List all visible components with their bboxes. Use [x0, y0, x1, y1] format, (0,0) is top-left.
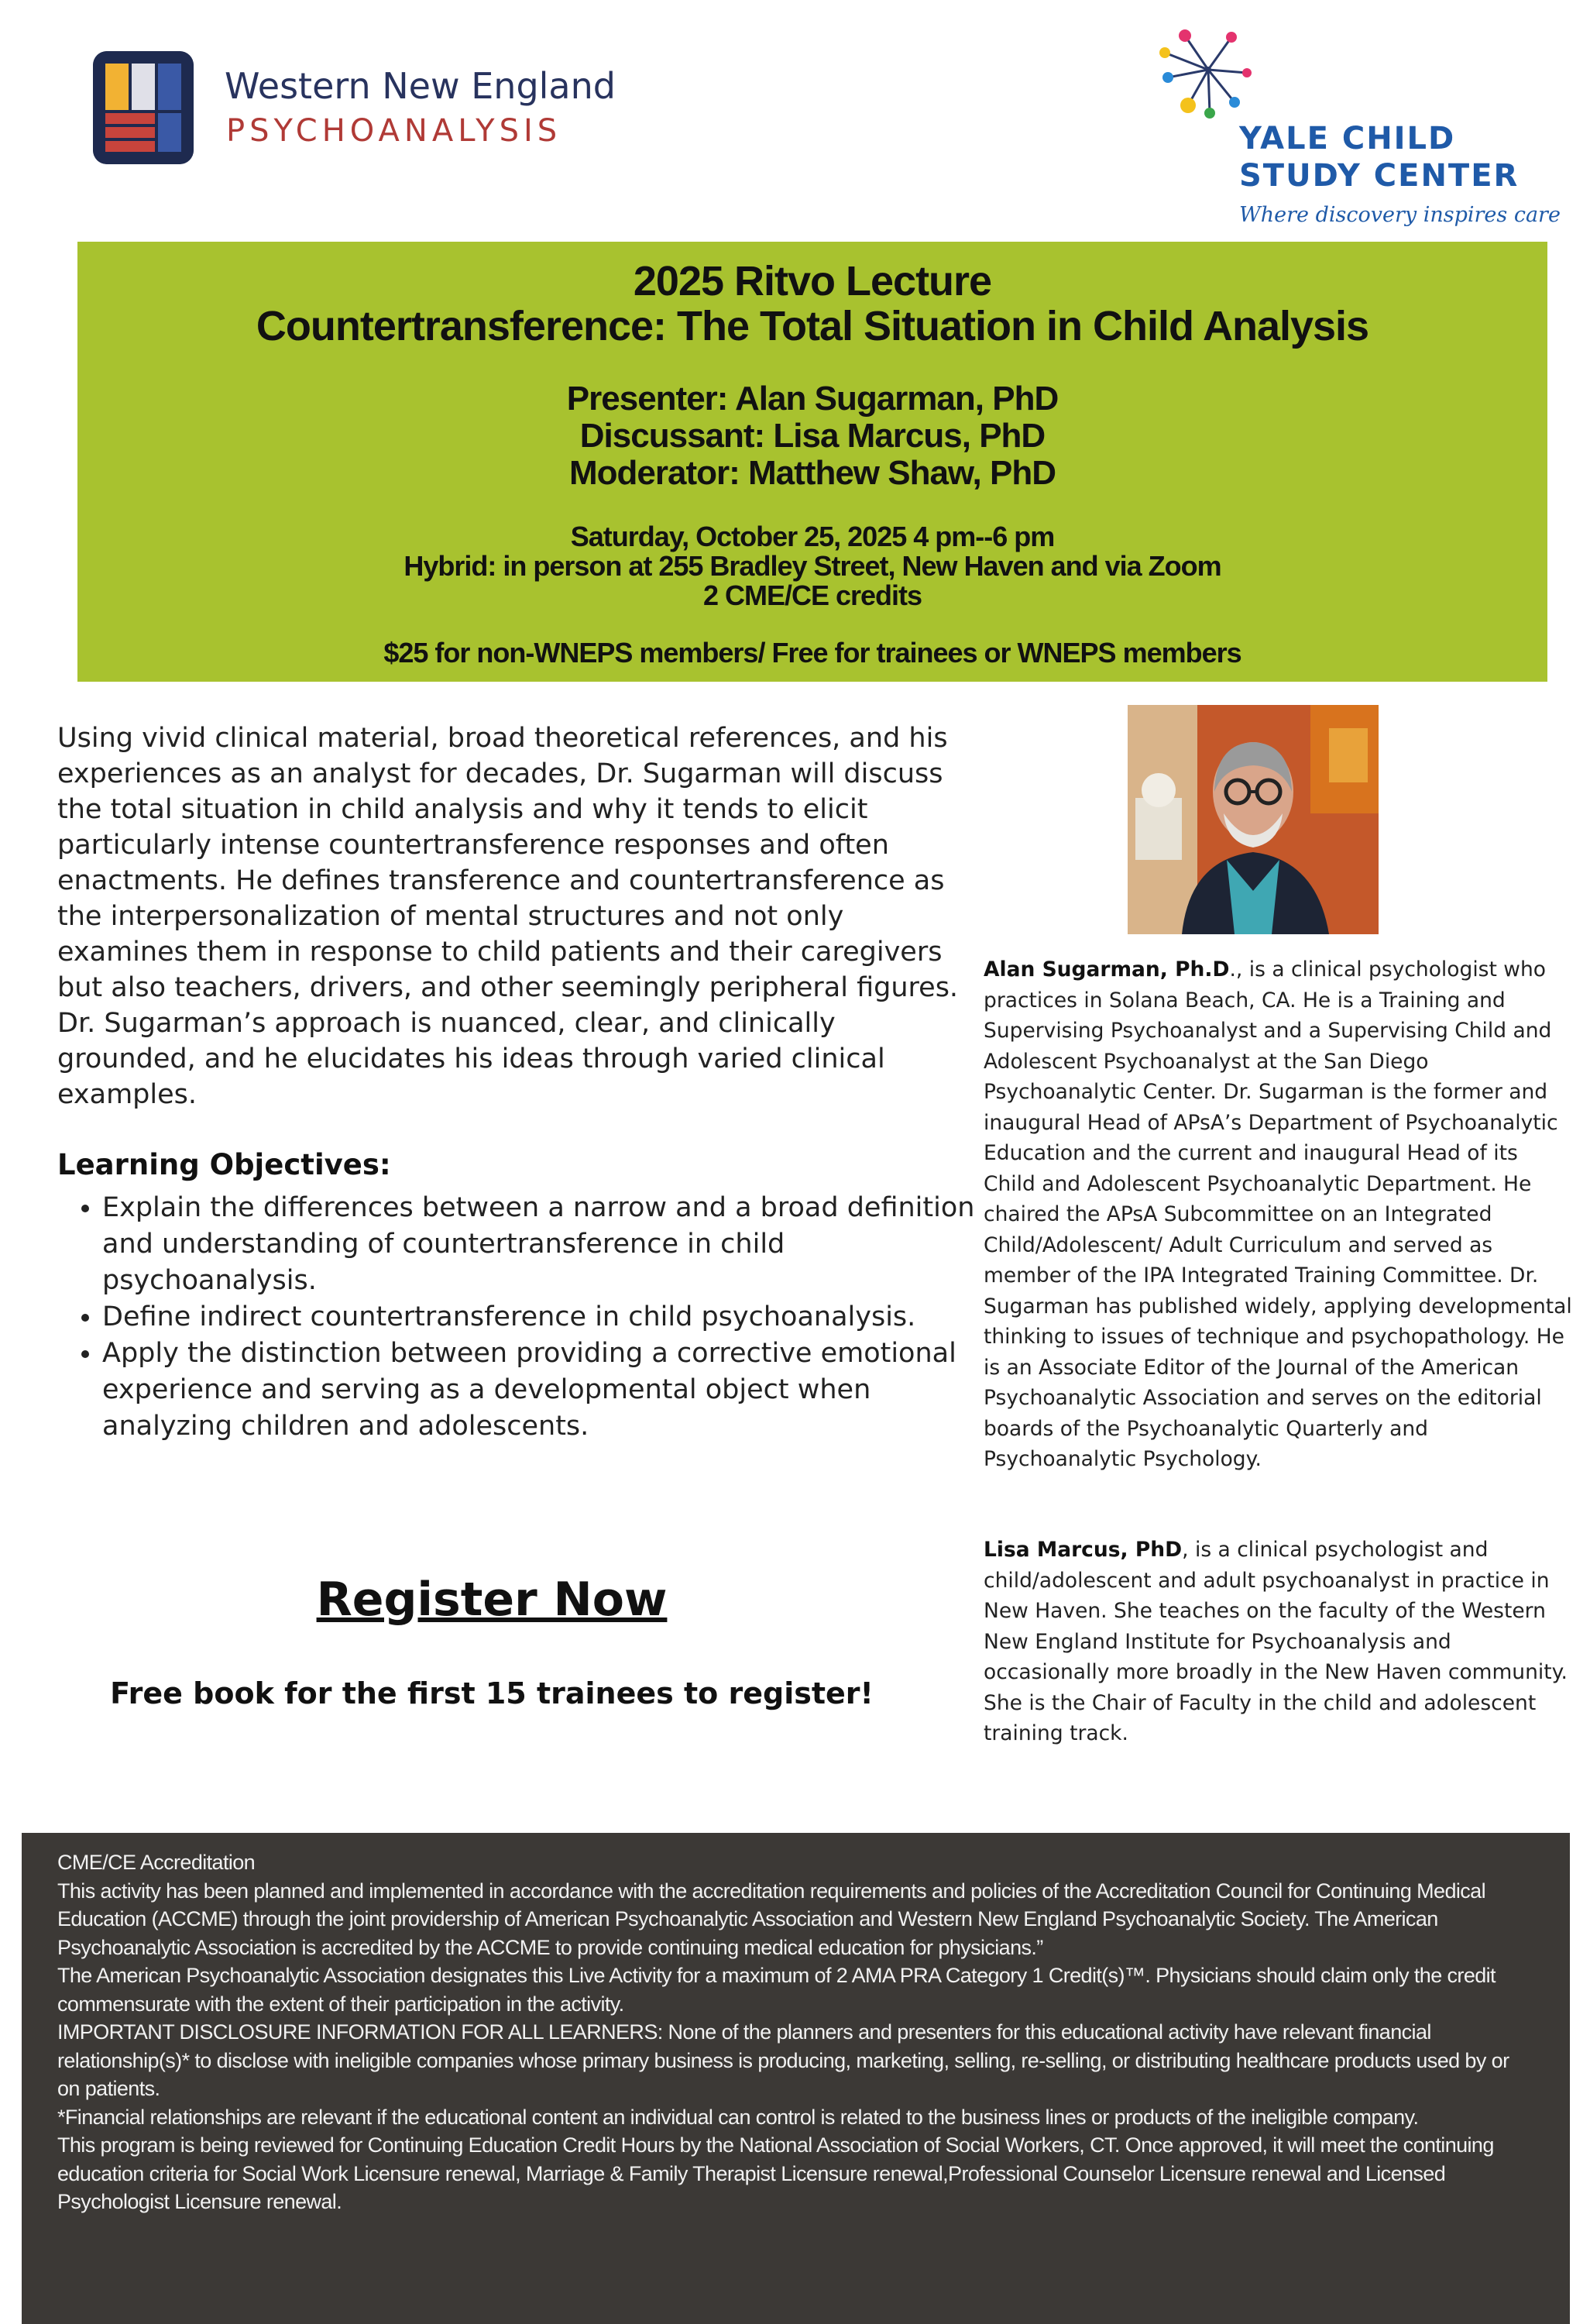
bio-sugarman-name: Alan Sugarman, Ph.D [984, 957, 1230, 982]
bio-sugarman-text: ., is a clinical psychologist who practices in Solana Beach, CA. He is a Training and Supervising Psychoanalyst and a Supervising Child and Adolescent Psychoanalyst at the San Diego Psychoanalytic Center. Dr. Sugarman is the former and inaugural Head of APsA’s Department of Psychoanalytic Education and the current and inaugural Head of its Child and Adolescent Psychoanalytic Department. He chaired the APsA Subcommittee on an Integrated Child/Adolescent/ Adult Curriculum and served as member of the IPA Integrated Training Committee. Dr. Sugarman has published widely, applying developmental thinking to issues of technique and psychopathology. He is an Associate Editor of the Journal of the American Psychoanalytic Association and serves on the editorial boards of the Psychoanalytic Quarterly and Psychoanalytic Psychology. [984, 957, 1572, 1471]
accreditation-text [57, 1848, 1537, 2216]
wne-logo-mark-icon [93, 51, 194, 164]
yale-logo [1146, 22, 1561, 239]
objectives-heading: Learning Objectives: [57, 1148, 391, 1181]
discussant: Discussant: Lisa Marcus, PhD [579, 417, 1046, 455]
event-title: 2025 Ritvo Lecture [633, 258, 992, 304]
disclosure-paragraph: IMPORTANT DISCLOSURE INFORMATION FOR ALL LEARNERS: None of the planners and presenters for this educational activity have relevant financial relationship(s)* to disclose with ineligible companies whose primary business is producing, marketing, selling, re-selling, or distributing healthcare products used by or on patients. [57, 2020, 1509, 2100]
accreditation-footer [22, 1833, 1570, 2324]
yale-logo-line1: YALE CHILD [1239, 121, 1456, 156]
accreditation-heading: CME/CE Accreditation [57, 1851, 256, 1874]
wne-logo [93, 51, 651, 167]
objectives-list [57, 1190, 1001, 1445]
event-date-time: Saturday, October 25, 2025 4 pm--6 pm [570, 521, 1055, 552]
bio-marcus [984, 1535, 1572, 1749]
yale-logo-line2: STUDY CENTER [1239, 158, 1520, 194]
event-location: Hybrid: in person at 255 Bradley Street, New Haven and via Zoom [404, 550, 1221, 582]
list-item: • Apply the distinction between providing a corrective emotional experience and serving as a developmental object when analyzing children and adolescents. [102, 1336, 1001, 1445]
yale-starburst-icon [1154, 22, 1286, 122]
register-now-link[interactable]: Register Now [316, 1573, 668, 1627]
free-book-note: Free book for the first 15 trainees to register! [110, 1676, 874, 1710]
nasw-paragraph: This program is being reviewed for Continuing Education Credit Hours by the National Association of Social Workers, CT. Once approved, it will meet the continuing education criteria for Social Work Licensure renewal, Marriage & Family Therapist Licensure renewal,Professional Counselor Licensure renewal and Licensed Psychologist Licensure renewal. [57, 2133, 1494, 2213]
lecture-description: Using vivid clinical material, broad theoretical references, and his experiences as an analyst for decades, Dr. Sugarman will discuss the total situation in child analysis and why it tends to elicit particularly intense countertransference responses and often enactments. He defines transference and countertransference as the interpersonalization of mental structures and not only examines them in response to child patients and their caregivers but also teachers, drivers, and other seemingly peripheral figures. Dr. Sugarman’s approach is nuanced, clear, and clinically grounded, and he elucidates his ideas through varied clinical examples. [57, 723, 959, 1110]
list-item: • Define indirect countertransference in child psychoanalysis. [102, 1299, 1001, 1336]
accreditation-paragraph: This activity has been planned and implemented in accordance with the accreditation requirements and policies of the Accreditation Council for Continuing Medical Education (ACCME) through the joint providership of American Psychoanalytic Association and Western New England Psychoanalytic Society. The American Psychoanalytic Association is accredited by the ACCME to provide continuing medical education for physicians.” [57, 1879, 1486, 1959]
bio-marcus-text: , is a clinical psychologist and child/adolescent and adult psychoanalyst in practice in New Haven. She teaches on the faculty of the Western New England Institute for Psychoanalysis and occasionally more broadly in the New Haven community. She is the Chair of Faculty in the child and adolescent training track. [984, 1538, 1568, 1745]
disclosure-note: *Financial relationships are relevant if the educational content an individual can control is related to the business lines or products of the ineligible company. [57, 2105, 1419, 2129]
event-banner [77, 242, 1547, 682]
accreditation-paragraph: The American Psychoanalytic Association designates this Live Activity for a maximum of 2 AMA PRA Category 1 Credit(s)™. Physicians should claim only the credit commensurate with the extent of their participation in the activity. [57, 1964, 1496, 2016]
presenter-photo [1128, 705, 1379, 934]
event-credits: 2 CME/CE credits [702, 579, 922, 611]
moderator: Moderator: Matthew Shaw, PhD [569, 454, 1056, 492]
yale-logo-tagline: Where discovery inspires care [1239, 203, 1561, 227]
list-item: • Explain the differences between a narrow and a broad definition and understanding of countertransference in child psychoanalysis. [102, 1190, 1001, 1299]
wne-logo-title: Western New England [225, 65, 616, 107]
bio-marcus-name: Lisa Marcus, PhD [984, 1538, 1183, 1562]
event-subtitle: Countertransference: The Total Situation in Child Analysis [256, 303, 1369, 349]
bio-sugarman [984, 954, 1572, 1475]
presenter: Presenter: Alan Sugarman, PhD [566, 380, 1059, 418]
event-price: $25 for non-WNEPS members/ Free for trainees or WNEPS members [383, 637, 1241, 669]
wne-logo-subtitle: PSYCHOANALYSIS [226, 113, 562, 149]
